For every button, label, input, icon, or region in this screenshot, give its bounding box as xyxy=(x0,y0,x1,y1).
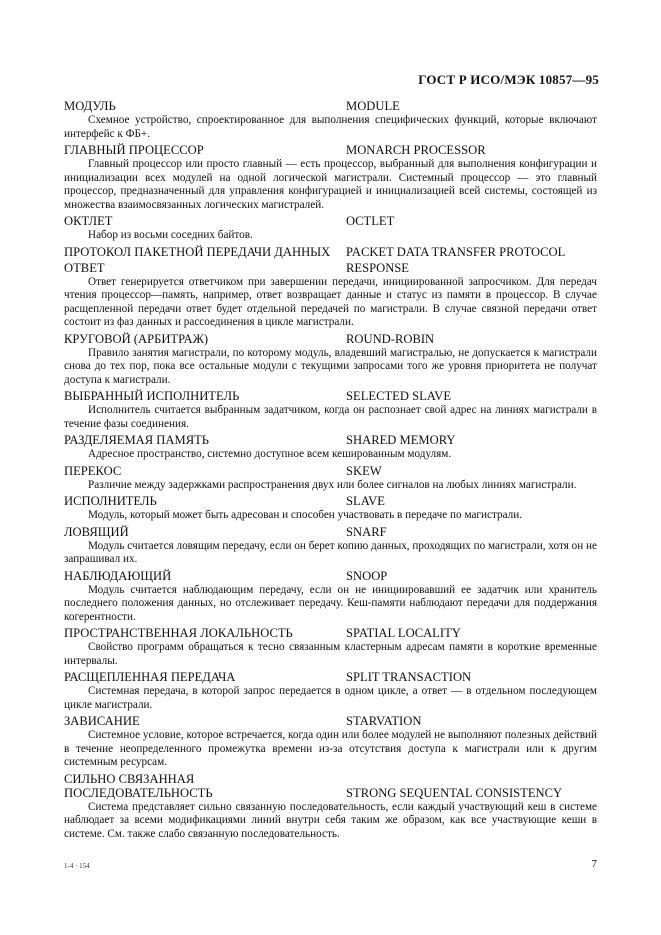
term-russian: ОКТЛЕТ xyxy=(64,214,113,228)
term-english: SNOOP xyxy=(346,568,388,583)
print-code: 1-4 · 154 xyxy=(64,862,90,870)
term-definition: Схемное устройство, спроектированное для выполнения специфических функций, которые включают интерфейс к ФБ+. xyxy=(64,114,597,140)
term-english: SNARF xyxy=(346,524,387,539)
term-definition: Модуль считается ловящим передачу, если он берет копию данных, проходящих по магистрали, хотя он не запрашивал их. xyxy=(64,539,597,565)
term-row xyxy=(64,464,597,478)
term-english: SPATIAL LOCALITY xyxy=(346,626,461,640)
term-definition: Модуль, который может быть адресован и способен участвовать в передаче по магистрали. xyxy=(88,509,522,521)
standard-header: ГОСТ Р ИСО/МЭК 10857—95 xyxy=(418,72,599,87)
term-russian: РАЗДЕЛЯЕМАЯ ПАМЯТЬ xyxy=(64,433,210,447)
term-russian: МОДУЛЬ xyxy=(64,99,116,113)
term-russian: КРУГОВОЙ (АРБИТРАЖ) xyxy=(64,331,209,346)
term-russian: ПРОТОКОЛ ПАКЕТНОЙ ПЕРЕДАЧИ ДАННЫХ xyxy=(64,244,331,259)
term-row xyxy=(64,261,597,275)
term-row xyxy=(64,214,597,228)
term-russian: ЗАВИСАНИЕ xyxy=(64,714,140,728)
term-english: SHARED MEMORY xyxy=(346,433,456,447)
term-row xyxy=(64,389,597,403)
term-row xyxy=(64,525,597,539)
term-russian: ПРОСТРАНСТВЕННАЯ ЛОКАЛЬНОСТЬ xyxy=(64,626,293,640)
term-english: SPLIT TRANSACTION xyxy=(346,670,472,684)
term-english: MODULE xyxy=(346,99,400,113)
term-definition: Модуль считается наблюдающим передачу, если он не инициировавший ее задатчик или хранитель последнего положения данных, но отслеживает передачу. Кеш-памяти наблюдают передачи для поддержания когерентности. xyxy=(64,583,597,623)
term-english: MONARCH PROCESSOR xyxy=(346,143,486,157)
term-definition: Свойство программ обращаться к тесно связанным кластерным адресам памяти в короткие временные интервалы. xyxy=(64,641,597,667)
term-row xyxy=(64,332,597,346)
term-row xyxy=(64,433,597,447)
term-row xyxy=(64,714,597,728)
term-english: SELECTED SLAVE xyxy=(346,389,452,403)
term-english: SKEW xyxy=(346,463,382,478)
term-russian xyxy=(64,772,346,800)
term-definition: Набор из восьми соседних байтов. xyxy=(88,229,253,241)
glossary-content xyxy=(64,97,597,842)
term-row xyxy=(64,99,597,113)
term-russian: ИСПОЛНИТЕЛЬ xyxy=(64,494,157,508)
term-definition: Правило занятия магистрали, по которому модуль, владевший магистралью, не допускается к магистрали снова до тех пор, пока все остальные модули с текущими запросами того же уровня приоритета не получат доступа к магистрали. xyxy=(64,346,597,386)
term-russian: ГЛАВНЫЙ ПРОЦЕССОР xyxy=(64,143,204,157)
term-row xyxy=(64,772,597,800)
term-russian-line: СИЛЬНО СВЯЗАННАЯ xyxy=(64,771,195,786)
term-definition: Главный процессор или просто главный — есть процессор, выбранный для выполнения конфигурации и инициализации всех модулей на одной логической магистрали. Системный процессор — это главный процессор, предназначенный для управления конфигурацией и инициализацией всей системы, состоящей из множества взаимосвязанных логических магистралей. xyxy=(64,158,597,211)
term-russian: РАСЩЕПЛЕННАЯ ПЕРЕДАЧА xyxy=(64,670,236,684)
page-number: 7 xyxy=(591,858,597,870)
term-row xyxy=(64,569,597,583)
term-english: RESPONSE xyxy=(346,260,409,275)
term-english: OCTLET xyxy=(346,214,395,228)
term-definition: Система представляет сильно связанную последовательность, если каждый участвующий кеш в системе наблюдает за всеми модификациями линий внутри себя таким же образом, как все участвующие кеши в системе. См. также слабо связанную последовательность. xyxy=(64,800,597,840)
term-row xyxy=(64,626,597,640)
term-definition: Системная передача, в которой запрос передается в одном цикле, а ответ — в отдельном последующем цикле магистрали. xyxy=(64,685,597,711)
term-russian: ОТВЕТ xyxy=(64,260,105,275)
term-english: ROUND-ROBIN xyxy=(346,331,435,346)
term-row xyxy=(64,670,597,684)
term-english: STARVATION xyxy=(346,714,422,728)
term-definition: Системное условие, которое встречается, когда один или более модулей не выполняют полезных действий в течение неопределенного промежутка времени из-за отсутствия доступа к магистрали или к другим системным ресурсам. xyxy=(64,729,597,768)
term-row xyxy=(64,494,597,508)
term-russian: ЛОВЯЩИЙ xyxy=(64,524,129,539)
term-english: STRONG SEQUENTAL CONSISTENCY xyxy=(346,785,563,800)
term-russian: ВЫБРАННЫЙ ИСПОЛНИТЕЛЬ xyxy=(64,389,240,403)
term-definition: Различие между задержками распространения двух или более сигналов на любых линиях магистрали. xyxy=(88,478,577,491)
term-row xyxy=(64,245,597,259)
term-row xyxy=(64,143,597,157)
term-definition: Исполнитель считается выбранным задатчиком, когда он распознает свой адрес на линиях магистрали в течение фазы соединения. xyxy=(64,404,597,430)
term-definition: Адресное пространство, системно доступное всем кешированным модулям. xyxy=(88,448,452,460)
term-russian-line: ПОСЛЕДОВАТЕЛЬНОСТЬ xyxy=(64,785,213,800)
term-english: SLAVE xyxy=(346,494,385,508)
term-russian: НАБЛЮДАЮЩИЙ xyxy=(64,568,172,583)
term-russian: ПЕРЕКОС xyxy=(64,463,122,478)
term-english: PACKET DATA TRANSFER PROTOCOL xyxy=(346,244,566,259)
term-definition: Ответ генерируется ответчиком при завершении передачи, инициированной запросчиком. Для передач чтения процессор—память, например, ответ возвращает данные и статус из памяти в процессор. В случае расщепленной передачи ответ будет отдельной передачей по магистрали. В случае связной передачи ответ состоит из фаз данных и рассоединения в цикле магистрали. xyxy=(64,275,597,328)
